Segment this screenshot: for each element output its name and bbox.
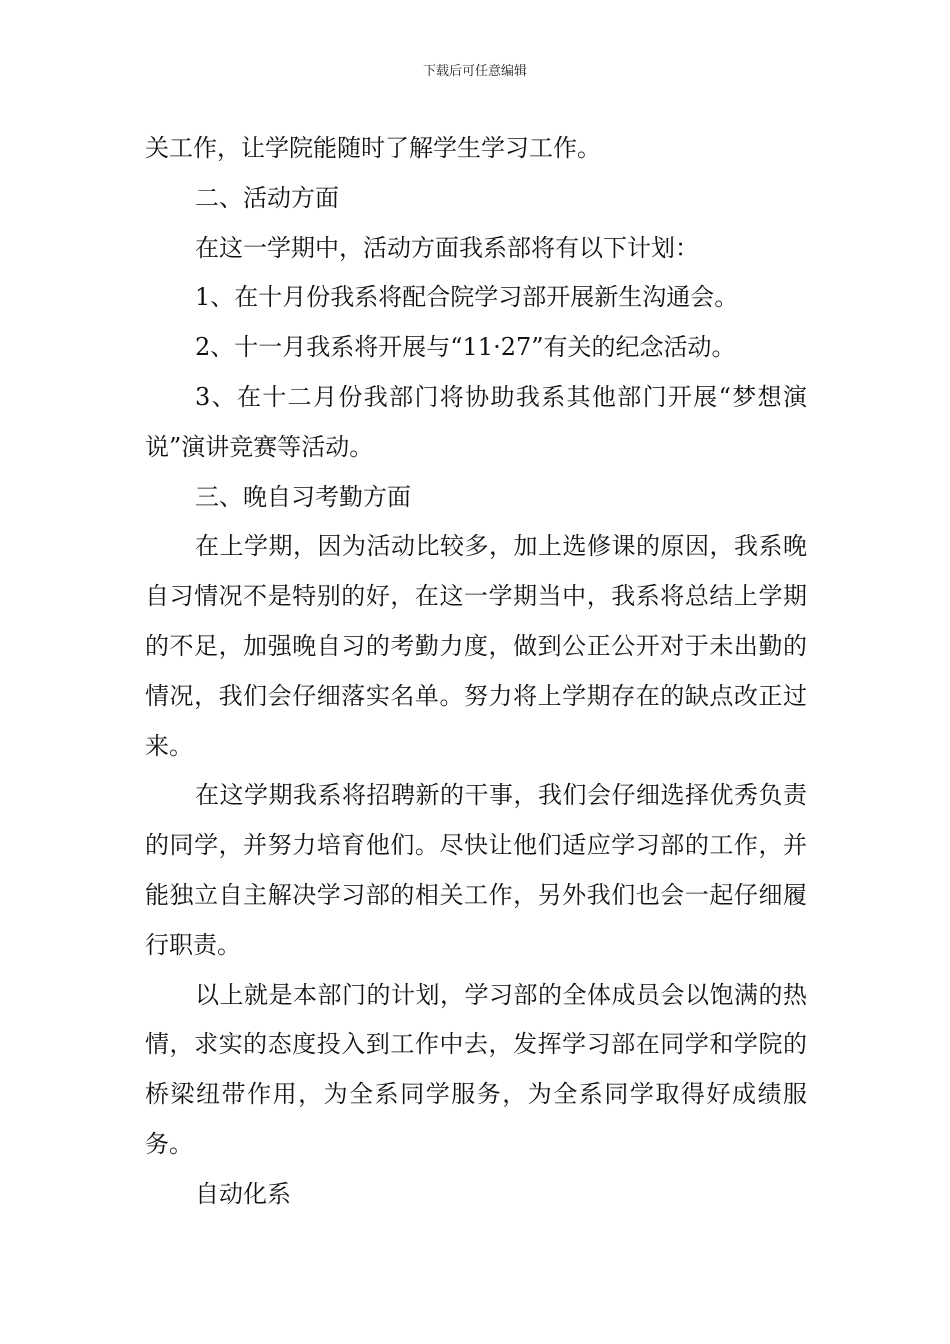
paragraph-continuation: 关工作，让学院能随时了解学生学习工作。 [145, 134, 601, 162]
page-header: 下载后可任意编辑 [422, 64, 527, 79]
section-heading-activities: 二、活动方面 [195, 183, 339, 212]
paragraph-activities-intro: 在这一学期中，活动方面我系部将有以下计划： [195, 233, 699, 262]
document-body [145, 124, 807, 1220]
list-item-3: 3、在十二月份我部门将协助我系其他部门开展“梦想演说”演讲竞赛等活动。 [145, 382, 807, 461]
paragraph-attendance: 在上学期，因为活动比较多，加上选修课的原因，我系晚自习情况不是特别的好，在这一学期当中，我系将总结上学期的不足，加强晚自习的考勤力度，做到公正公开对于未出勤的情况，我们会仔细落实名单。努力将上学期存在的缺点改正过来。 [145, 532, 807, 760]
section-heading-attendance: 三、晚自习考勤方面 [195, 482, 411, 511]
paragraph-conclusion: 以上就是本部门的计划，学习部的全体成员会以饱满的热情，求实的态度投入到工作中去，发挥学习部在同学和学院的桥梁纽带作用，为全系同学服务，为全系同学取得好成绩服务。 [145, 980, 807, 1158]
signature-department: 自动化系 [195, 1179, 291, 1208]
list-item-2: 2、十一月我系将开展与“11·27”有关的纪念活动。 [195, 333, 736, 362]
paragraph-recruitment: 在这学期我系将招聘新的干事，我们会仔细选择优秀负责的同学，并努力培育他们。尽快让他们适应学习部的工作，并能独立自主解决学习部的相关工作，另外我们也会一起仔细履行职责。 [145, 781, 807, 959]
list-item-1: 1、在十月份我系将配合院学习部开展新生沟通会。 [195, 283, 739, 312]
